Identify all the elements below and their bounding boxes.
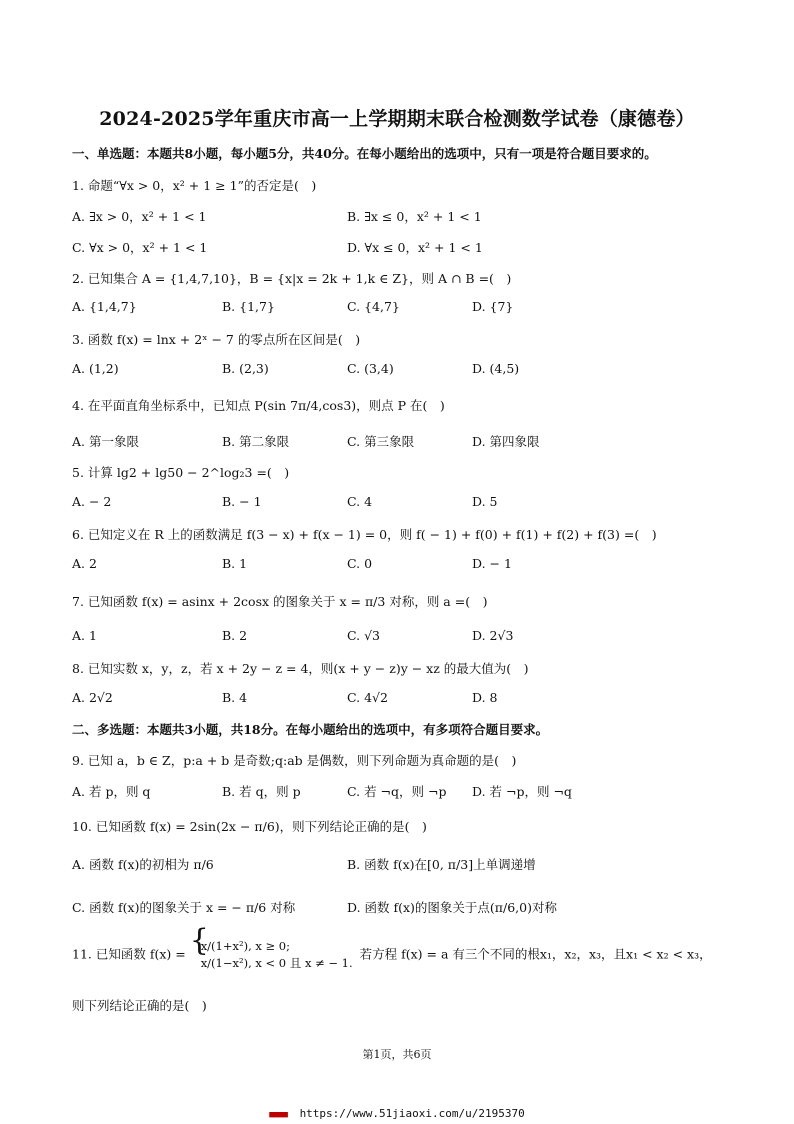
q11-stem-pre: 11. 已知函数 f(x) = (72, 946, 186, 962)
q4-option-d: D. 第四象限 (472, 434, 540, 449)
q10-option-d: D. 函数 f(x)的图象关于点(π/6,0)对称 (347, 900, 557, 915)
question-2: 2. 已知集合 A = {1,4,7,10}，B = {x|x = 2k + 1,k ∈ Z}，则 A ∩ B =( ) (72, 271, 512, 286)
q7-option-b: B. 2 (222, 628, 248, 643)
q7-option-a: A. 1 (72, 628, 97, 643)
q9-option-d: D. 若 ¬p，则 ¬q (472, 784, 572, 799)
q10-option-a: A. 函数 f(x)的初相为 π/6 (72, 857, 214, 872)
question-9: 9. 已知 a，b ∈ Z，p:a + b 是奇数;q:ab 是偶数，则下列命题为真命题的是( ) (72, 753, 517, 768)
q8-option-a: A. 2√2 (72, 690, 113, 705)
watermark-url: https://www.51jiaoxi.com/u/2195370 (299, 1107, 525, 1120)
watermark-logo-icon: ■■■■ (269, 1110, 287, 1120)
q1-option-b: B. ∃x ≤ 0，x² + 1 < 1 (347, 209, 482, 224)
q9-option-a: A. 若 p，则 q (72, 784, 151, 799)
exam-title: 2024-2025学年重庆市高一上学期期末联合检测数学试卷（康德卷） (99, 108, 695, 130)
q8-option-d: D. 8 (472, 690, 498, 705)
q4-option-a: A. 第一象限 (72, 434, 139, 449)
q3-option-b: B. (2,3) (222, 361, 269, 376)
q7-option-d: D. 2√3 (472, 628, 514, 643)
q3-option-a: A. (1,2) (72, 361, 119, 376)
q4-option-c: C. 第三象限 (347, 434, 415, 449)
question-7: 7. 已知函数 f(x) = asinx + 2cosx 的图象关于 x = π/3 对称，则 a =( ) (72, 594, 488, 609)
q5-option-d: D. 5 (472, 494, 498, 509)
q8-option-b: B. 4 (222, 690, 248, 705)
question-4: 4. 在平面直角坐标系中，已知点 P(sin 7π/4,cos3)，则点 P 在( ) (72, 398, 445, 413)
q5-option-c: C. 4 (347, 494, 373, 509)
q1-option-a: A. ∃x > 0，x² + 1 < 1 (72, 209, 207, 224)
question-11 (72, 938, 712, 972)
q11-stem-post: 若方程 f(x) = a 有三个不同的根x₁，x₂，x₃，且x₁ < x₂ < x₃， (359, 946, 712, 962)
watermark (0, 1107, 794, 1120)
q7-option-c: C. √3 (347, 628, 380, 643)
q2-option-a: A. {1,4,7} (72, 299, 137, 314)
q6-option-c: C. 0 (347, 556, 373, 571)
q6-option-b: B. 1 (222, 556, 248, 571)
q6-option-d: D. − 1 (472, 556, 512, 571)
q8-option-c: C. 4√2 (347, 690, 388, 705)
piecewise-function (193, 938, 353, 972)
piecewise-case-1: { x/(1+x²), x ≥ 0; (200, 939, 291, 953)
question-3: 3. 函数 f(x) = lnx + 2ˣ − 7 的零点所在区间是( ) (72, 332, 361, 347)
q11-stem-line2: 则下列结论正确的是( ) (72, 998, 207, 1013)
question-6: 6. 已知定义在 R 上的函数满足 f(3 − x) + f(x − 1) = 0，则 f( − 1) + f(0) + f(1) + f(2) + f(3) =( ) (72, 527, 657, 542)
q9-option-b: B. 若 q，则 p (222, 784, 301, 799)
q1-option-c: C. ∀x > 0，x² + 1 < 1 (72, 240, 208, 255)
section-single-choice: 一、单选题：本题共8小题，每小题5分，共40分。在每小题给出的选项中，只有一项是符合题目要求的。 (72, 146, 657, 161)
question-10: 10. 已知函数 f(x) = 2sin(2x − π/6)，则下列结论正确的是( ) (72, 819, 427, 834)
question-5: 5. 计算 lg2 + lg50 − 2^log₂3 =( ) (72, 465, 290, 480)
q3-option-c: C. (3,4) (347, 361, 394, 376)
q6-option-a: A. 2 (72, 556, 97, 571)
q2-option-b: B. {1,7} (222, 299, 275, 314)
question-1: 1. 命题“∀x > 0，x² + 1 ≥ 1”的否定是( ) (72, 178, 317, 193)
q10-option-b: B. 函数 f(x)在[0, π/3]上单调递增 (347, 857, 536, 872)
q1-option-d: D. ∀x ≤ 0，x² + 1 < 1 (347, 240, 483, 255)
q3-option-d: D. (4,5) (472, 361, 520, 376)
question-8: 8. 已知实数 x，y，z，若 x + 2y − z = 4，则(x + y − z)y − xz 的最大值为( ) (72, 661, 529, 676)
q2-option-d: D. {7} (472, 299, 514, 314)
q5-option-a: A. − 2 (72, 494, 112, 509)
q2-option-c: C. {4,7} (347, 299, 400, 314)
page-footer: 第1页，共6页 (362, 1048, 432, 1061)
q9-option-c: C. 若 ¬q，则 ¬p (347, 784, 447, 799)
q10-option-c: C. 函数 f(x)的图象关于 x = − π/6 对称 (72, 900, 296, 915)
section-multi-choice: 二、多选题：本题共3小题，共18分。在每小题给出的选项中，有多项符合题目要求。 (72, 722, 549, 737)
piecewise-case-2: x/(1−x²), x < 0 且 x ≠ − 1. (200, 956, 353, 970)
q5-option-b: B. − 1 (222, 494, 262, 509)
q4-option-b: B. 第二象限 (222, 434, 290, 449)
